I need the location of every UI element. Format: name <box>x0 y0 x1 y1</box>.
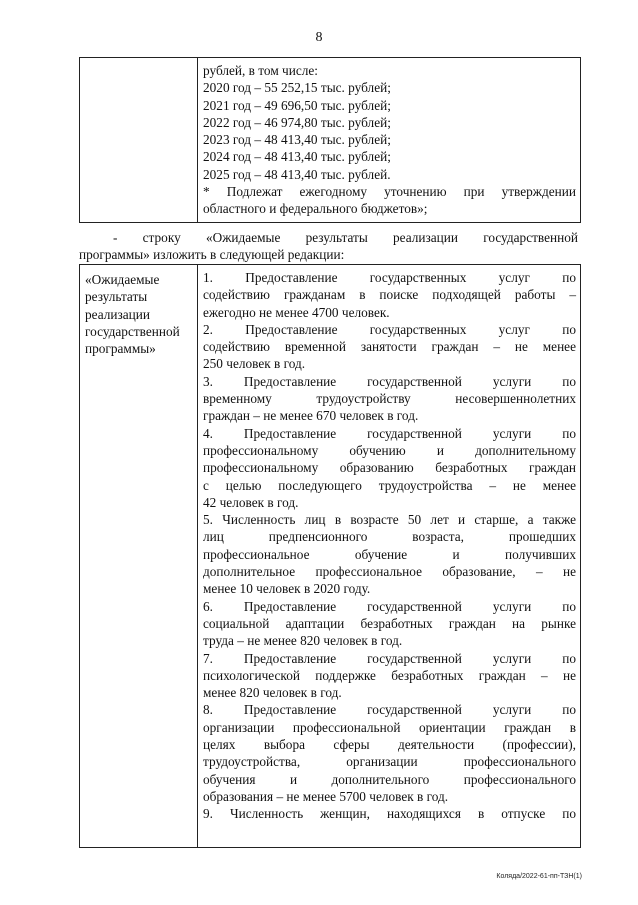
result-item-line: профессиональному образованию безработных граждан <box>203 460 576 476</box>
funding-table <box>79 57 581 223</box>
result-item-line: лиц предпенсионного возраста, прошедших <box>203 529 576 545</box>
page-number: 8 <box>315 30 323 45</box>
result-item-line: профессиональное обучение и получивших <box>203 546 576 562</box>
result-item-line: 5. Численность лиц в возрасте 50 лет и старше, а также <box>203 512 576 528</box>
result-item-line: социальной адаптации безработных граждан на рынке <box>203 615 576 631</box>
funding-line: 2021 год – 49 696,50 тыс. рублей; <box>203 97 391 113</box>
result-item-line: 9. Численность женщин, находящихся в отпуске по <box>203 806 576 822</box>
results-label-line: государственной <box>85 323 180 339</box>
result-item-line: с целью последующего трудоустройства – не менее <box>203 477 576 493</box>
result-item-line: образования – не менее 5700 человек в год. <box>203 788 449 804</box>
results-label-line: программы» <box>85 341 156 357</box>
results-label-line: результаты <box>85 289 148 305</box>
instruction-line-2: программы» изложить в следующей редакции: <box>79 247 345 263</box>
result-item-line: содействию гражданам в поиске подходящей работы – <box>203 287 576 303</box>
result-item <box>203 805 576 822</box>
result-item-line: 1. Предоставление государственных услуг по <box>203 270 576 285</box>
result-item <box>203 650 576 702</box>
funding-note-line: областного и федерального бюджетов»; <box>203 201 428 217</box>
result-item-line: дополнительное профессиональное образование, – не <box>203 564 576 580</box>
result-item-line: ежегодно не менее 4700 человек. <box>203 304 390 320</box>
result-item-line: 6. Предоставление государственной услуги по <box>203 598 576 614</box>
results-label-line: реализации <box>85 306 150 322</box>
result-item-line: содействию временной занятости граждан – не менее <box>203 339 576 355</box>
result-item-line: менее 820 человек в год. <box>203 685 342 701</box>
funding-note-line: * Подлежат ежегодному уточнению при утверждении <box>203 184 576 200</box>
funding-table-right-cell <box>198 58 581 223</box>
result-item-line: труда – не менее 820 человек в год. <box>203 633 403 649</box>
result-item-line: 7. Предоставление государственной услуги по <box>203 650 576 666</box>
result-item-line: граждан – не менее 670 человек в год. <box>203 408 419 424</box>
result-item <box>203 373 576 425</box>
result-item-line: 250 человек в год. <box>203 356 306 372</box>
result-item <box>203 701 576 805</box>
result-item-line: психологической поддержке безработных граждан – не <box>203 667 576 683</box>
results-table <box>79 264 581 848</box>
funding-table-left-cell <box>80 58 198 223</box>
result-item-line: временному трудоустройству несовершеннолетних <box>203 391 576 407</box>
funding-line: 2025 год – 48 413,40 тыс. рублей. <box>203 166 391 182</box>
results-table-left-cell <box>80 265 198 848</box>
result-item-line: 8. Предоставление государственной услуги по <box>203 702 576 718</box>
result-item-line: обучения и дополнительного профессионального <box>203 771 576 787</box>
result-item-line: 4. Предоставление государственной услуги по <box>203 425 576 441</box>
document-footer-code: Коляда/2022-61-пп-ТЗН(1) <box>496 873 582 880</box>
result-item-line: 42 человек в год. <box>203 494 299 510</box>
funding-line: рублей, в том числе: <box>203 63 318 78</box>
result-item-line: менее 10 человек в 2020 году. <box>203 581 371 597</box>
result-item <box>203 598 576 650</box>
results-table-right-cell <box>198 265 581 848</box>
result-item-line: профессиональному обучению и дополнительному <box>203 442 576 458</box>
result-item <box>203 511 576 597</box>
funding-line: 2022 год – 46 974,80 тыс. рублей; <box>203 114 391 130</box>
result-item-line: целях выбора сферы деятельности (профессии), <box>203 737 576 753</box>
result-item <box>203 425 576 511</box>
result-item-line: организации профессиональной ориентации граждан в <box>203 719 576 735</box>
result-item-line: трудоустройства, организации профессионального <box>203 754 576 770</box>
funding-line: 2020 год – 55 252,15 тыс. рублей; <box>203 80 391 96</box>
result-item-line: 3. Предоставление государственной услуги по <box>203 373 576 389</box>
results-label-line: «Ожидаемые <box>85 272 160 287</box>
result-item-line: 2. Предоставление государственных услуг по <box>203 321 576 337</box>
funding-line: 2023 год – 48 413,40 тыс. рублей; <box>203 132 391 148</box>
result-item <box>203 321 576 373</box>
instruction-paragraph <box>79 229 578 264</box>
instruction-line-1: - строку «Ожидаемые результаты реализации государственной <box>113 230 578 245</box>
funding-line: 2024 год – 48 413,40 тыс. рублей; <box>203 149 391 165</box>
result-item <box>203 269 576 321</box>
